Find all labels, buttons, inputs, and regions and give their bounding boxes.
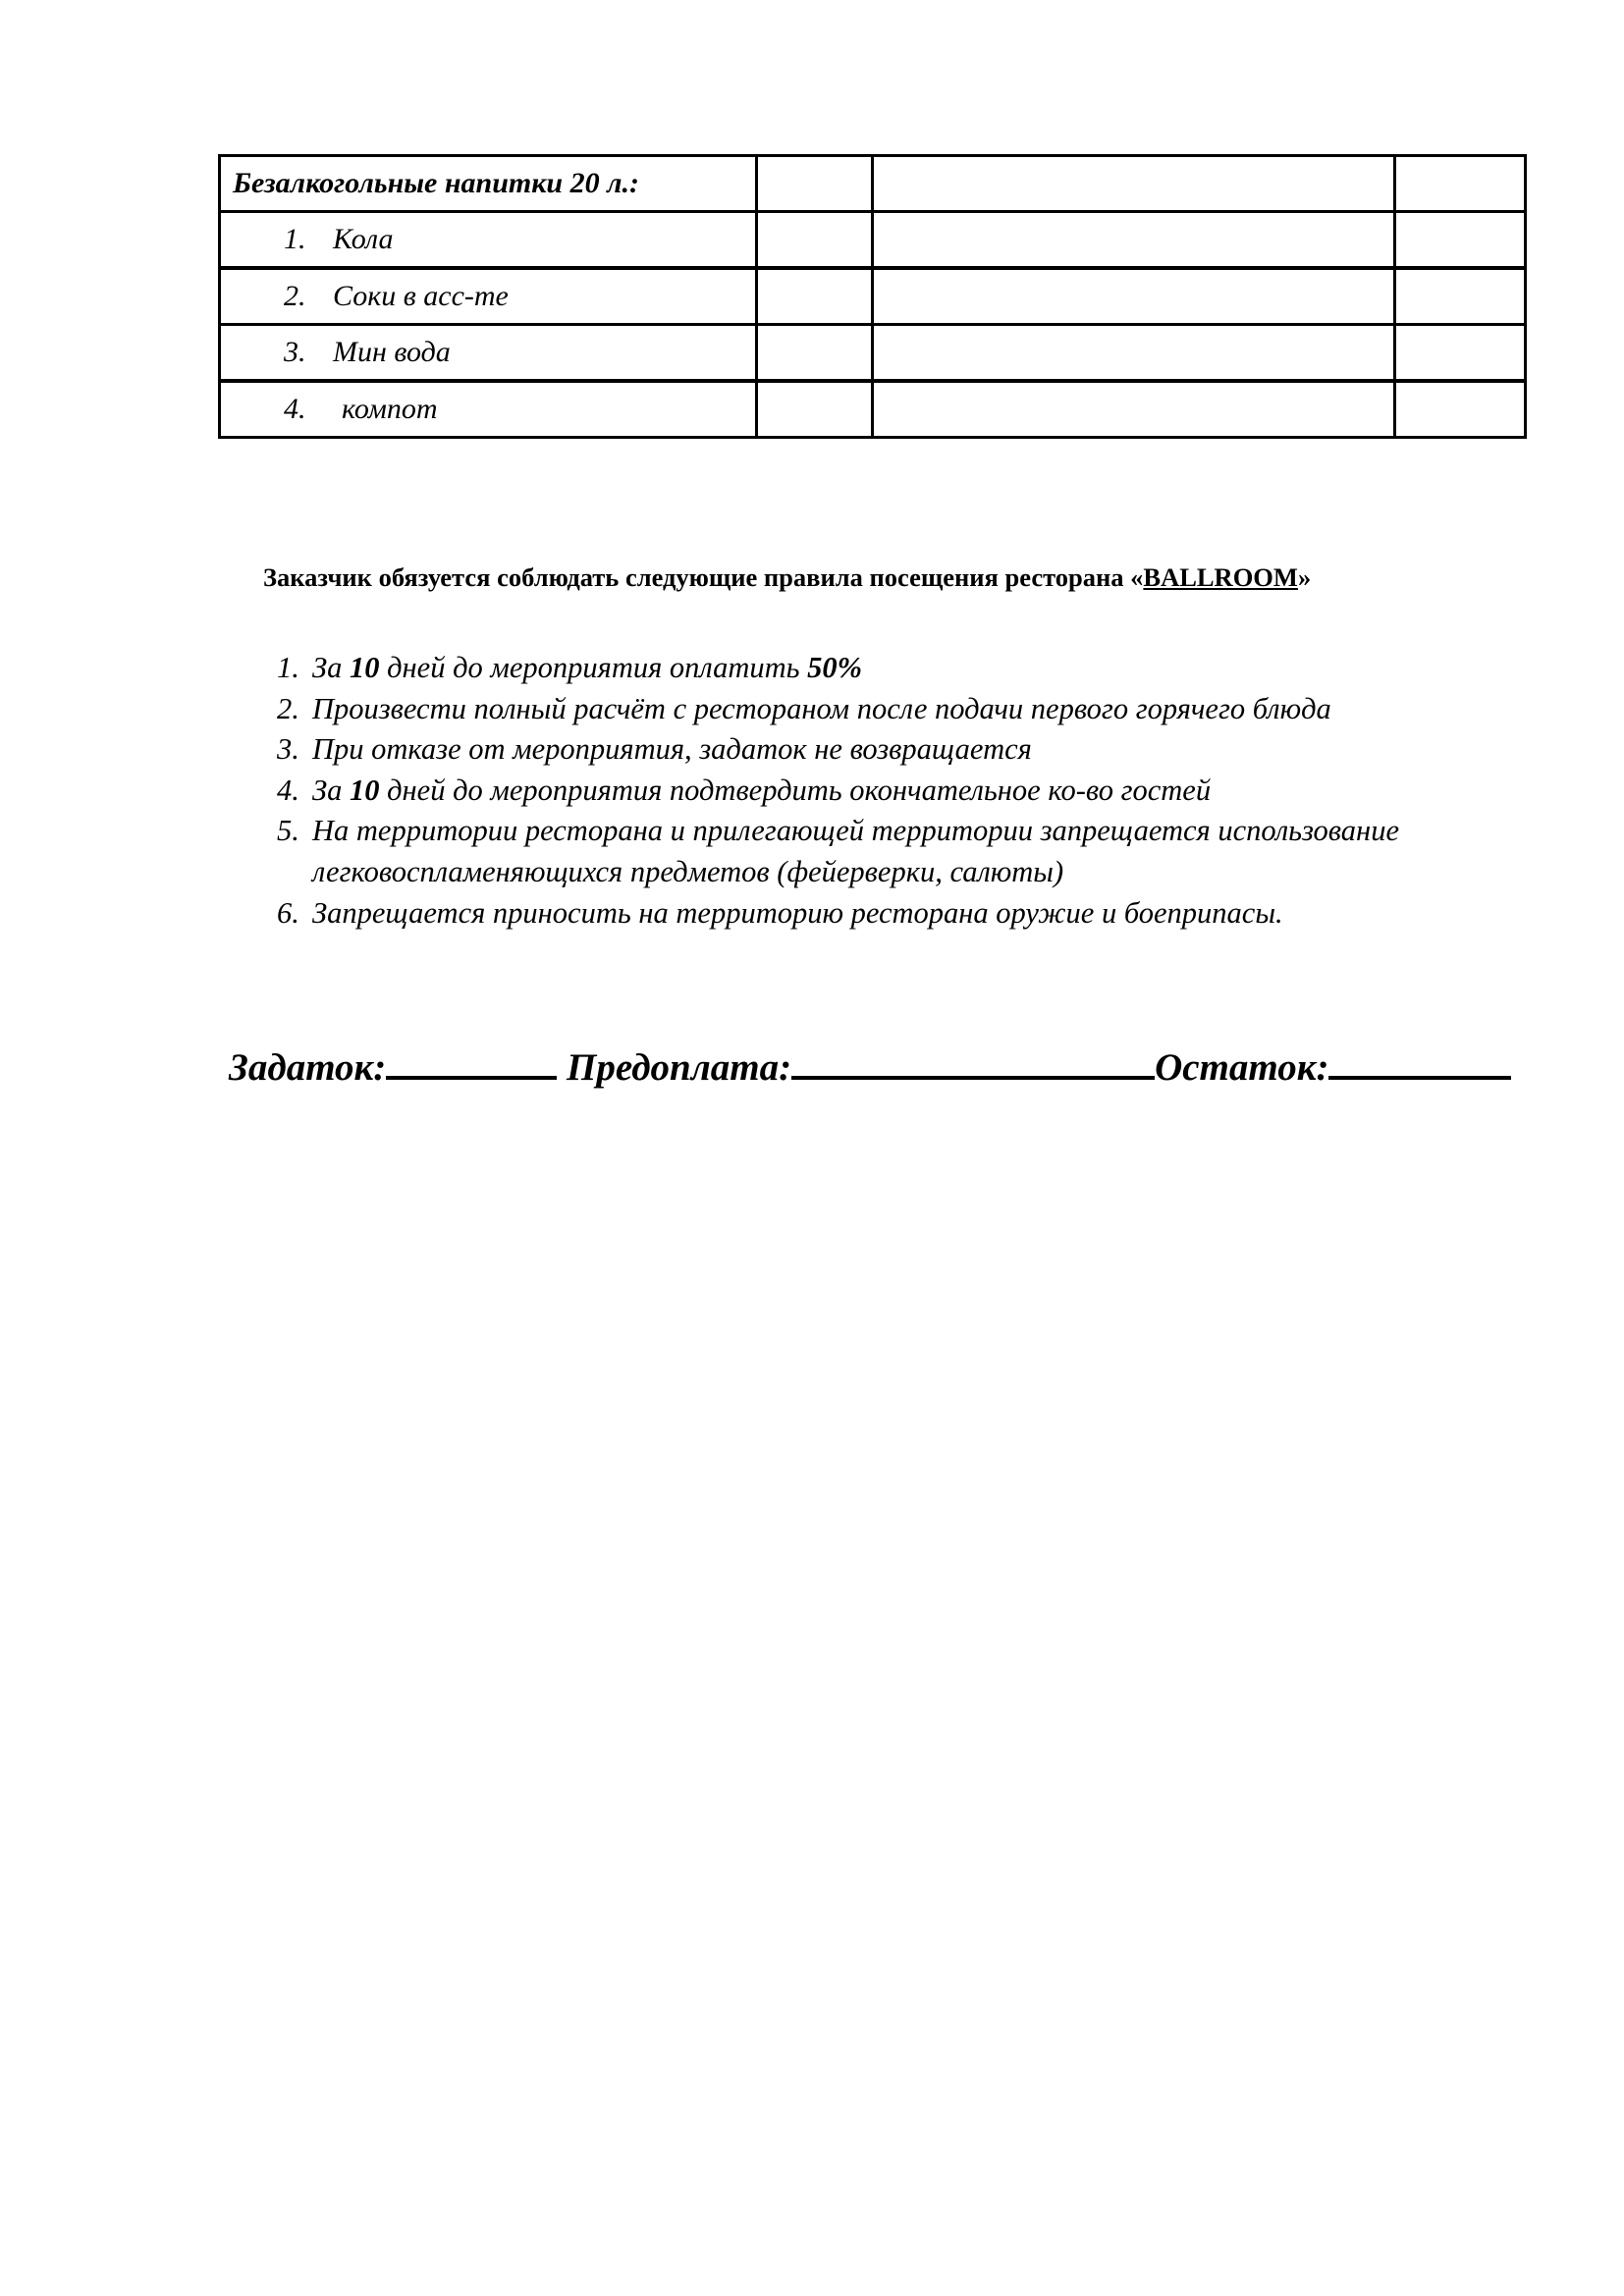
restaurant-name: BALLROOM bbox=[1143, 562, 1298, 592]
item-number: 3. bbox=[284, 336, 306, 368]
rule-text: дней до мероприятия подтвердить окончательное ко-во гостей bbox=[379, 773, 1212, 807]
rule-number: 2. bbox=[277, 691, 299, 725]
item-name: Мин вода bbox=[333, 336, 451, 368]
table-cell bbox=[873, 325, 1395, 382]
rule-item bbox=[277, 729, 1514, 771]
rule-number: 5. bbox=[277, 814, 299, 848]
rule-item bbox=[277, 689, 1514, 730]
prepayment-blank-field[interactable] bbox=[791, 1041, 1155, 1080]
payment-line bbox=[229, 1041, 1511, 1090]
rules-list bbox=[277, 648, 1514, 934]
table-row bbox=[220, 381, 1526, 438]
table-cell bbox=[220, 156, 757, 212]
item-number: 4. bbox=[284, 393, 306, 425]
table-cell bbox=[873, 381, 1395, 438]
table-cell bbox=[757, 268, 873, 325]
table-cell bbox=[1395, 156, 1526, 212]
rule-text: Запрещается приносить на территорию ресторана оружие и боеприпасы. bbox=[312, 895, 1283, 930]
table-cell bbox=[1395, 325, 1526, 382]
rule-item bbox=[277, 811, 1514, 892]
rule-text: За bbox=[312, 773, 350, 807]
table-row bbox=[220, 268, 1526, 325]
table-header-row bbox=[220, 156, 1526, 212]
prepayment-label: Предоплата: bbox=[567, 1046, 792, 1089]
deposit-label: Задаток: bbox=[229, 1046, 387, 1089]
table-cell bbox=[873, 268, 1395, 325]
drinks-table bbox=[218, 154, 1527, 439]
rule-emphasis: 50% bbox=[807, 651, 863, 684]
rule-item bbox=[277, 771, 1514, 812]
table-row bbox=[220, 212, 1526, 269]
rule-item bbox=[277, 648, 1514, 689]
table-cell bbox=[757, 212, 873, 269]
rule-number: 1. bbox=[277, 651, 299, 684]
item-number: 2. bbox=[284, 280, 306, 312]
table-row bbox=[220, 325, 1526, 382]
rules-heading-close-quote: » bbox=[1297, 562, 1312, 592]
table-header-label: Безалкогольные напитки 20 л.: bbox=[233, 167, 639, 199]
table-cell bbox=[1395, 212, 1526, 269]
item-number: 1. bbox=[284, 223, 306, 255]
rule-emphasis: 10 bbox=[349, 651, 380, 684]
rule-number: 4. bbox=[277, 773, 299, 807]
rule-item bbox=[277, 893, 1514, 934]
item-name: Соки в асс-те bbox=[333, 280, 509, 312]
table-cell bbox=[220, 268, 757, 325]
rules-heading-text: Заказчик обязуется соблюдать следующие правила посещения ресторана « bbox=[263, 562, 1144, 592]
table-cell bbox=[1395, 381, 1526, 438]
rule-text: При отказе от мероприятия, задаток не возвращается bbox=[312, 732, 1032, 767]
table-cell bbox=[220, 325, 757, 382]
table-cell bbox=[757, 156, 873, 212]
item-name: компот bbox=[342, 393, 438, 425]
item-name: Кола bbox=[333, 223, 394, 255]
table-cell bbox=[757, 325, 873, 382]
rule-text: За bbox=[312, 651, 350, 684]
table-cell bbox=[220, 381, 757, 438]
table-cell bbox=[220, 212, 757, 269]
rule-number: 6. bbox=[277, 895, 299, 930]
rule-text: Произвести полный расчёт с рестораном после подачи первого горячего блюда bbox=[312, 691, 1331, 725]
rule-text: дней до мероприятия оплатить bbox=[379, 651, 808, 684]
table-cell bbox=[873, 212, 1395, 269]
rule-number: 3. bbox=[277, 732, 299, 767]
remainder-label: Остаток: bbox=[1155, 1046, 1329, 1089]
remainder-blank-field[interactable] bbox=[1328, 1041, 1511, 1080]
table-cell bbox=[757, 381, 873, 438]
table-cell bbox=[1395, 268, 1526, 325]
rules-heading bbox=[263, 562, 1481, 593]
table-cell bbox=[873, 156, 1395, 212]
rule-emphasis: 10 bbox=[349, 773, 380, 807]
rule-text: На территории ресторана и прилегающей территории запрещается использование легковоспламеняющихся предметов (фейерверки, салюты) bbox=[312, 814, 1399, 888]
deposit-blank-field[interactable] bbox=[386, 1041, 557, 1080]
